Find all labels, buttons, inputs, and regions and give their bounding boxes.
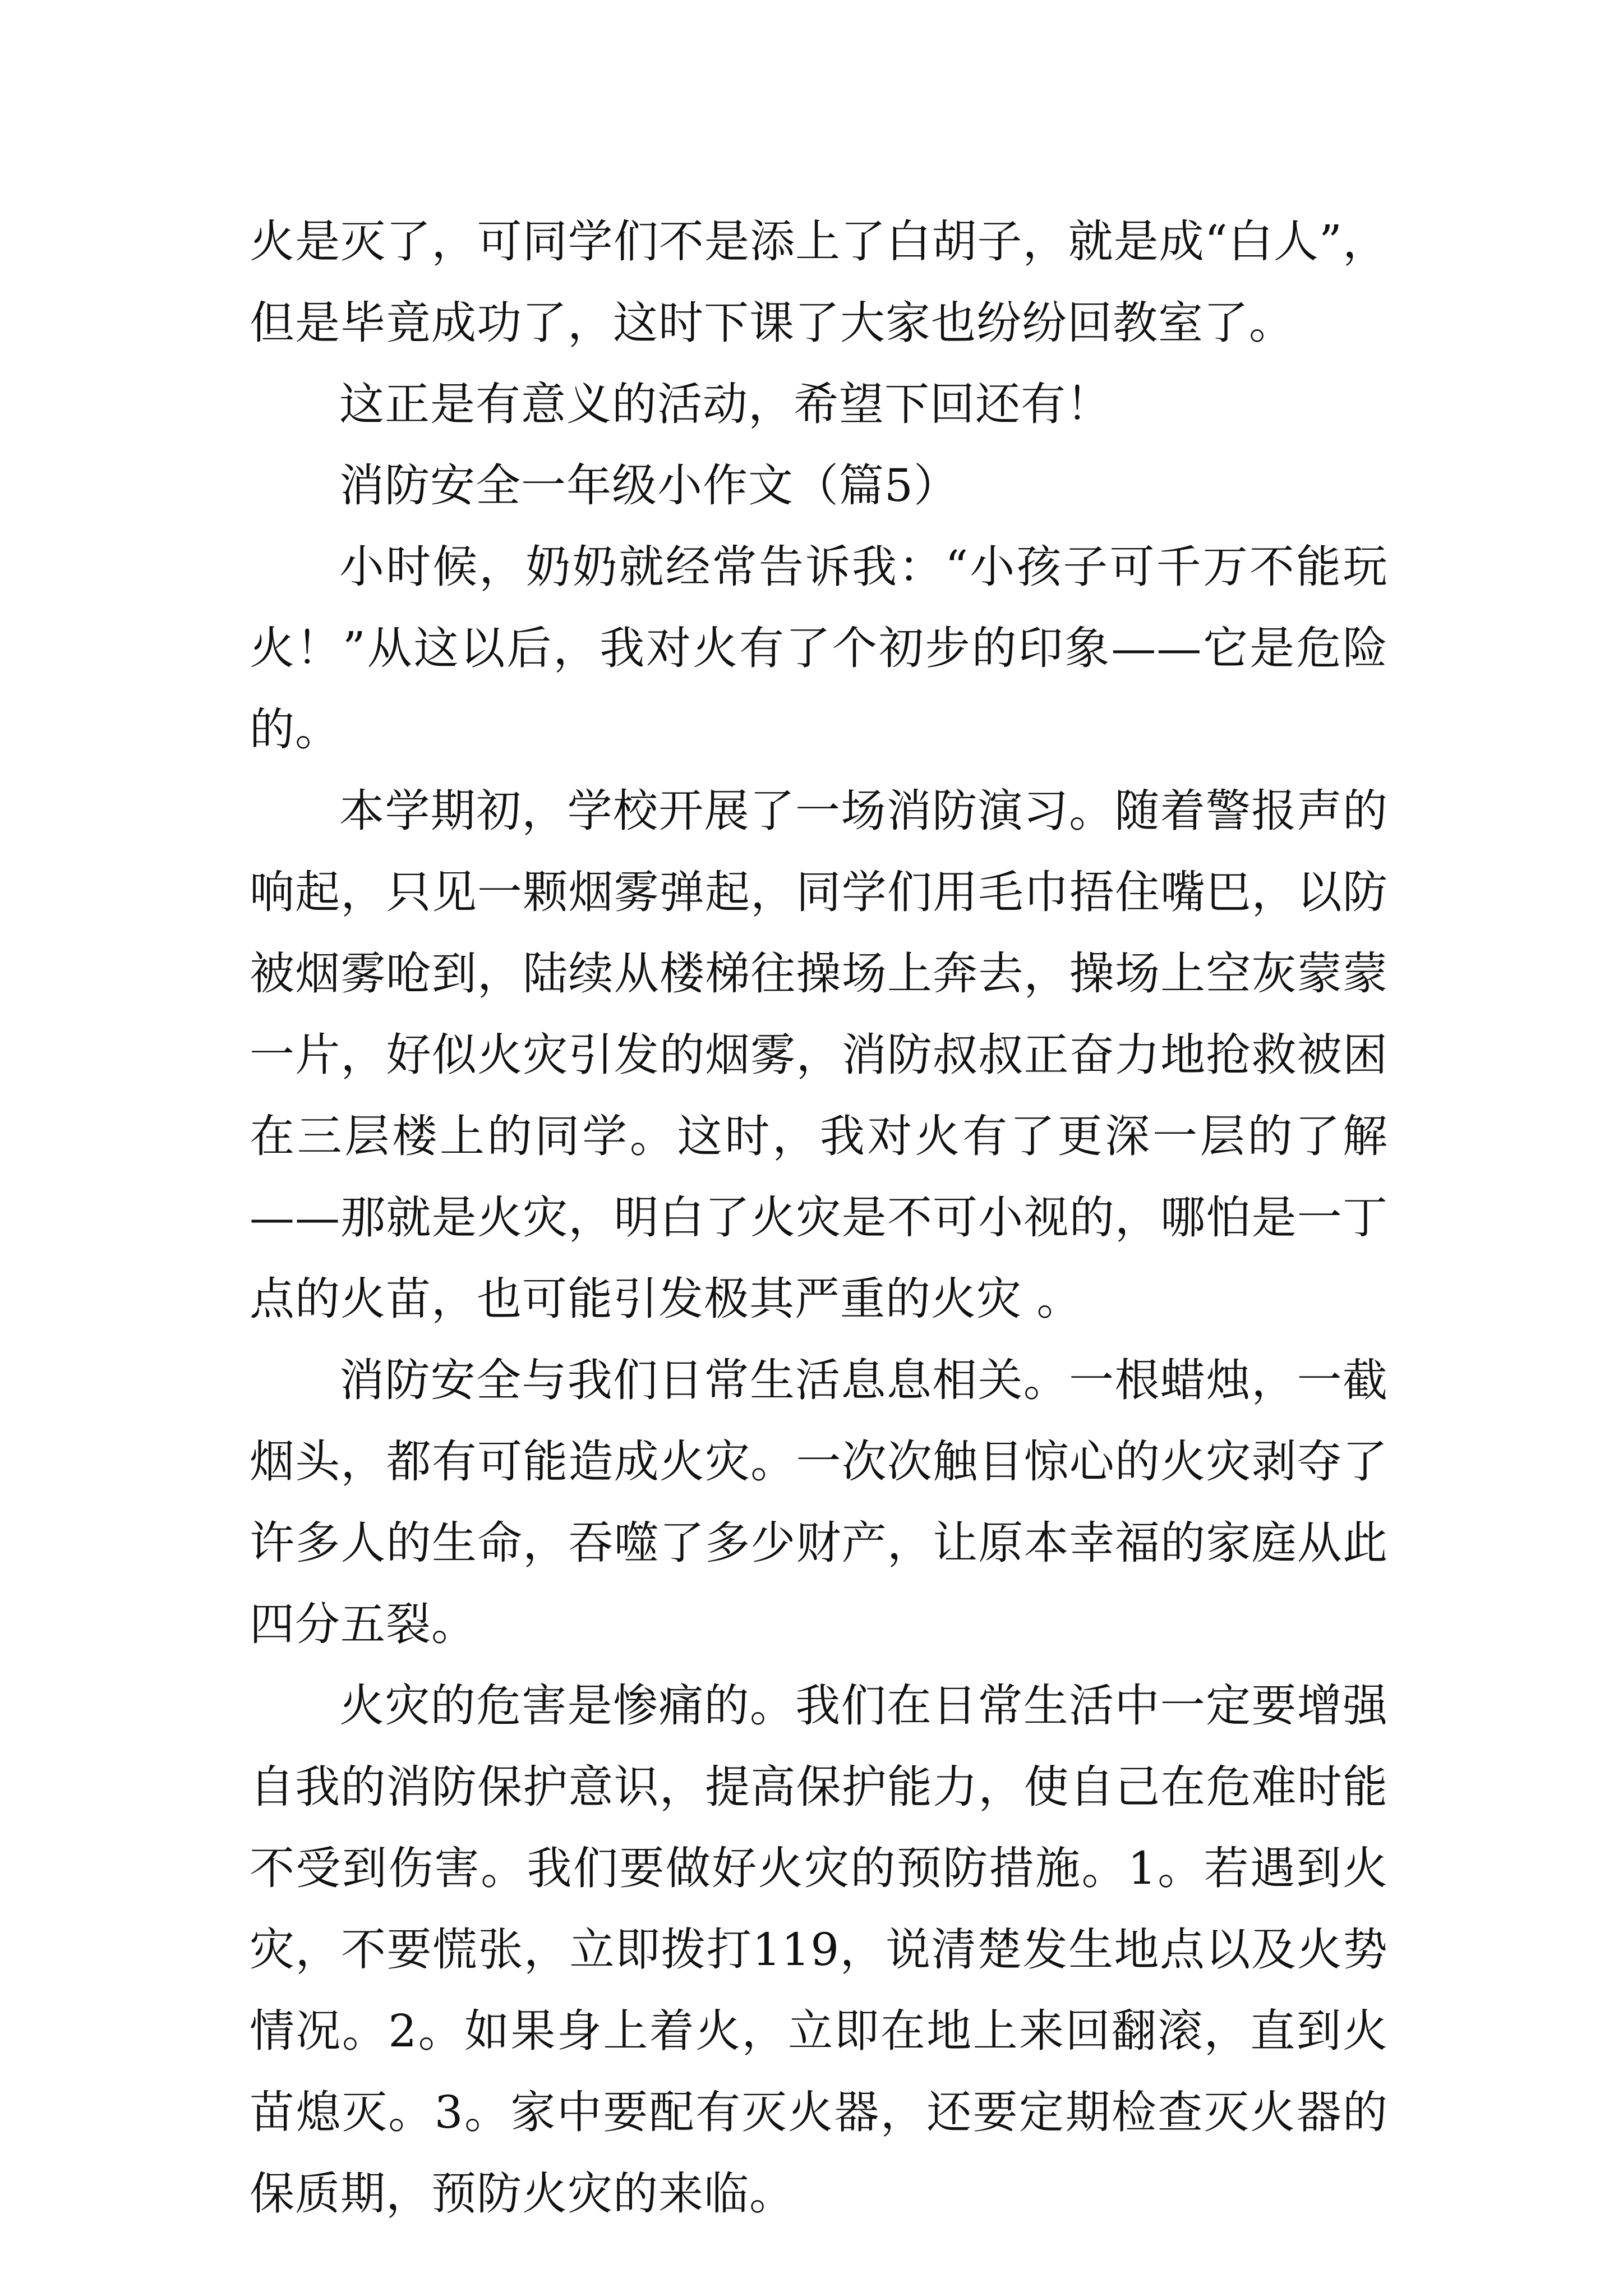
paragraph-1: 火是灭了，可同学们不是添上了白胡子，就是成“白人”，但是毕竟成功了，这时下课了大家也纷纷回教室了。 [250, 215, 1388, 349]
paragraph-2: 这正是有意义的活动，希望下回还有！ [339, 378, 1112, 430]
section-title: 消防安全一年级小作文（篇5） [339, 459, 959, 512]
paragraph-5: 消防安全与我们日常生活息息相关。一根蜡烛，一截烟头，都有可能造成火灾。一次次触目惊心的火灾剥夺了许多人的生命，吞噬了多少财产，让原本幸福的家庭从此四分五裂。 [250, 1354, 1388, 1650]
document-body [250, 201, 1388, 2234]
paragraph-6: 火灾的危害是惨痛的。我们在日常生活中一定要增强自我的消防保护意识，提高保护能力，使自己在危难时能不受到伤害。我们要做好火灾的预防措施。1。若遇到火灾，不要慌张，立即拨打119，说清楚发生地点以及火势情况。2。如果身上着火，立即在地上来回翻滚，直到火苗熄灭。3。家中要配有灭火器，还要定期检查灭火器的保质期，预防火灾的来临。 [250, 1680, 1388, 2220]
paragraph-3: 小时候，奶奶就经常告诉我：“小孩子可千万不能玩火！”从这以后，我对火有了个初步的印象——它是危险的。 [250, 541, 1388, 756]
paragraph-4: 本学期初，学校开展了一场消防演习。随着警报声的响起，只见一颗烟雾弹起，同学们用毛巾捂住嘴巴，以防被烟雾呛到，陆续从楼梯往操场上奔去，操场上空灰蒙蒙一片，好似火灾引发的烟雾，消防叔叔正奋力地抢救被困在三层楼上的同学。这时，我对火有了更深一层的了解——那就是火灾，明白了火灾是不可小视的，哪怕是一丁点的火苗，也可能引发极其严重的火灾 。 [250, 785, 1388, 1325]
